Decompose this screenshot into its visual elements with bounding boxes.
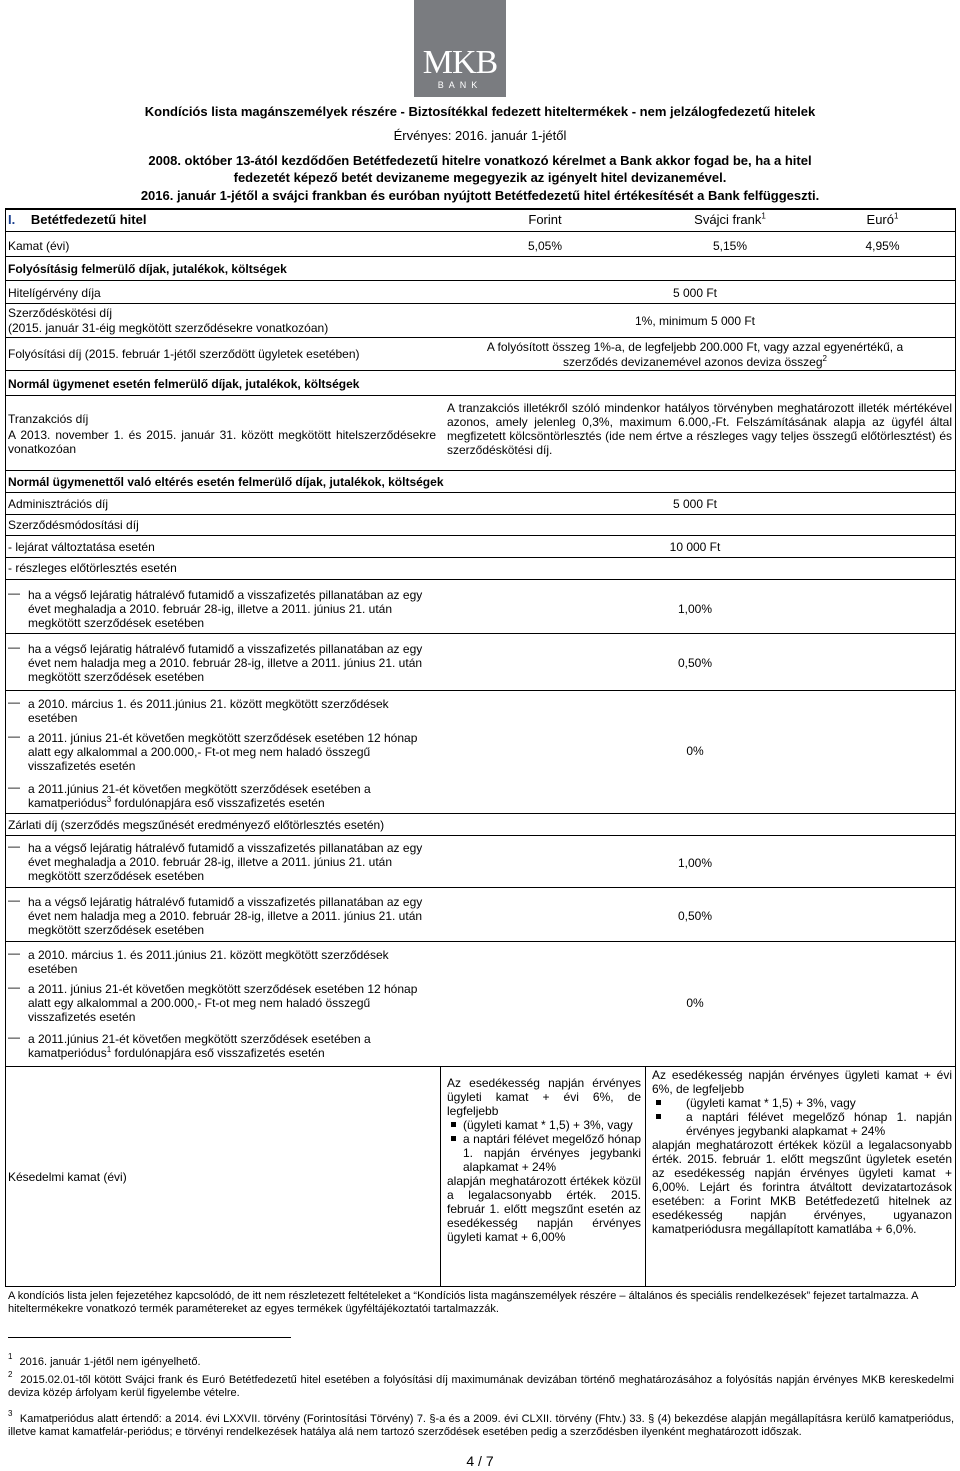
- list-dash: —: [8, 839, 20, 853]
- interest-chf: 5,15%: [712, 239, 748, 253]
- prepay-row-1-text: ha a végső lejáratig hátralévő futamidő a visszafizetés pillanatában az egy évet meghaladja a 2010. február 28-ig, illetve a 2011. június 21. után megkötött szerződések esetében: [28, 588, 423, 630]
- footnote-2-text: 2015.02.01-től kötött Svájci frank és Euró Betétfedezetű hitel esetében a folyósítási díj maximumának devizában történő meghatározásához a folyósítás napján érvényes MKB kereskedelmi deviza közép árfolyam kerül figyelembe vételre.: [8, 1374, 955, 1399]
- note-2016: 2016. január 1-jétől a svájci frankban és euróban nyújtott Betétfedezetű hitel értékesítését a Bank felfüggeszti.: [140, 188, 820, 203]
- closing-row-1-text: ha a végső lejáratig hátralévő futamidő a visszafizetés pillanatában az egy évet meghaladja a 2010. február 28-ig, illetve a 2011. június 21. után megkötött szerződések esetében: [28, 841, 423, 883]
- disbursement-fee-line1: A folyósított összeg 1%-a, de legfeljebb 200.000 Ft, vagy azzal egyenértékű, a: [486, 340, 904, 354]
- contract-fee-label: Szerződéskötési díj: [8, 306, 113, 320]
- section-normal-fees: Normál ügymenet esetén felmerülő díjak, jutalékok, költségek: [8, 377, 360, 391]
- closing-row-1-value: 1,00%: [677, 856, 713, 870]
- row-divider: [5, 514, 955, 515]
- interest-huf: 5,05%: [527, 239, 563, 253]
- row-divider: [5, 941, 955, 942]
- row-divider: [5, 633, 955, 634]
- closing-row-5-part1: a 2011.június 21-ét követően megkötött szerződések esetében a: [28, 1032, 371, 1046]
- prepay-row-5-part1: a 2011.június 21-ét követően megkötött szerződések esetében a: [28, 782, 371, 796]
- closing-row-5-part3: fordulónapjára eső visszafizetés esetén: [114, 1046, 325, 1060]
- footnote-1-text: 2016. január 1-jétől nem igényelhető.: [19, 1356, 201, 1368]
- prepay-row-5-part3: fordulónapjára eső visszafizetés esetén: [114, 796, 325, 810]
- late-fx-bullet-1: (ügyleti kamat * 1,5) + 3%, vagy: [652, 1096, 952, 1110]
- logo-bank-text: BANK: [437, 80, 483, 90]
- late-fx-bullet-2: a naptári félévet megelőző hónap 1. napján érvényes jegybanki alapkamat + 24%: [652, 1110, 952, 1138]
- note-2008-line2: fedezetét képező betét devizaneme megegyezik az igényelt hitel devizanemével.: [233, 170, 727, 185]
- row-divider: [5, 535, 955, 536]
- row-divider: [5, 835, 955, 836]
- term-change-fee: 10 000 Ft: [669, 540, 721, 554]
- col-header-forint: Forint: [528, 212, 562, 227]
- section-title: Betétfedezetű hitel: [30, 212, 147, 227]
- late-huf-outro: alapján meghatározott értékek közül a legalacsonyabb érték. 2015. február 1. előtt megszűnt esetén az esedékesség napján érvényes ügyleti kamat + 6,00%: [447, 1174, 641, 1244]
- section-heading: [8, 212, 146, 228]
- list-dash: —: [8, 1030, 20, 1044]
- contract-fee-sublabel: (2015. január 31-éig megkötött szerződésekre vonatkozóan): [8, 321, 329, 335]
- validity-date: Érvényes: 2016. január 1-jétől: [393, 128, 567, 143]
- footnote-ref-1: 1: [106, 1045, 112, 1054]
- list-dash: —: [8, 729, 20, 743]
- table-bottom-border: [5, 1286, 955, 1287]
- col-header-eur-label: Euró: [866, 212, 894, 227]
- prepay-row-5-text: [28, 782, 438, 810]
- table-top-border: [5, 208, 955, 210]
- col-header-chf: [650, 212, 810, 228]
- logo-mark: MKB: [422, 44, 498, 81]
- closing-row-3-text: a 2010. március 1. és 2011.június 21. között megkötött szerződések esetében: [28, 948, 389, 976]
- admin-fee-value: 5 000 Ft: [672, 497, 718, 511]
- transaction-fee-label: Tranzakciós díj: [8, 412, 89, 426]
- application-fee-label: Hitelígérvény díja: [8, 286, 101, 300]
- section-fees-until-disbursement: Folyósításig felmerülő díjak, jutalékok, költségek: [8, 262, 287, 276]
- prepay-row-4-text: a 2011. június 21-ét követően megkötött szerződések esetében 12 hónap alatt egy alkalommal a 200.000,- Ft-ot meg nem haladó összegű visszafizetés esetén: [28, 731, 418, 773]
- prepay-row-2-text: ha a végső lejáratig hátralévő futamidő a visszafizetés pillanatában az egy évet nem haladja meg a 2010. február 28-ig, illetve a 2011. június 21. után megkötött szerződések esetében: [28, 642, 423, 684]
- section-deviation-fees: Normál ügymenettől való eltérés esetén felmerülő díjak, jutalékok, költségek: [8, 475, 444, 489]
- transaction-fee-sublabel: A 2013. november 1. és 2015. január 31. között megkötött hitelszerződésekre vonatkozóan: [8, 428, 436, 456]
- admin-fee-label: Adminisztrációs díj: [8, 497, 109, 511]
- page-number: 4 / 7: [466, 1453, 494, 1469]
- footnote-separator: [8, 1337, 291, 1338]
- footnote-1-num: 1: [8, 1352, 13, 1361]
- disbursement-fee-line2-text: szerződés devizanemével azonos deviza összeg: [563, 355, 823, 369]
- interest-label: Kamat (évi): [8, 239, 70, 253]
- late-fx-intro: Az esedékesség napján érvényes ügyleti kamat + évi 6%, de legfeljebb: [652, 1068, 952, 1096]
- section-number: I.: [8, 212, 16, 227]
- row-divider: [5, 337, 955, 338]
- list-dash: —: [8, 946, 20, 960]
- row-divider: [5, 557, 955, 558]
- footnote-3-text: Kamatperiódus alatt értendő: a 2014. évi LXXVII. törvény (Forintosítási Törvény) 7. §-a és a 2009. évi CLXII. törvény (Fhtv.) 33. § (4) bekezdése alapján megállapításra kerülő kamatperiódus, illetve kamat kamatfelár-periódus; e törvényi rendelkezések hatálya alá nem tartozó szerződések esetében pedig a szerződésben ilyenként meghatározott időszak.: [8, 1413, 955, 1438]
- late-interest-huf: [447, 1076, 641, 1244]
- late-huf-bullet-2: a naptári félévet megelőző hónap 1. napján érvényes jegybanki alapkamat + 24%: [447, 1132, 641, 1174]
- late-interest-fx: [652, 1068, 952, 1236]
- closing-fee-label: Zárlati díj (szerződés megszűnését eredményező előtörlesztés esetén): [8, 818, 385, 832]
- row-divider: [5, 470, 955, 471]
- footnote-2-num: 2: [8, 1370, 13, 1379]
- list-dash: —: [8, 695, 20, 709]
- col-header-chf-label: Svájci frank: [694, 212, 762, 227]
- row-divider: [5, 887, 955, 888]
- row-divider: [5, 256, 955, 257]
- footer-note: A kondíciós lista jelen fejezetéhez kapcsolódó, de itt nem részletezett feltételeket a “Kondíciós lista magánszemélyek részére – általános és speciális rendelkezések” fejezet tartalmazza. A hiteltermékekre vonatkozó termék paramétereket az egyes termékek ügyféltájékoztatói tartalmazzák.: [8, 1290, 918, 1315]
- footnote-ref-3: 3: [106, 795, 112, 804]
- list-dash: —: [8, 893, 20, 907]
- row-divider: [5, 280, 955, 281]
- partial-prepay-label: - részleges előtörlesztés esetén: [8, 561, 177, 575]
- row-divider: [5, 813, 955, 814]
- footnote-2: [8, 1368, 954, 1400]
- late-fx-outro: alapján meghatározott értékek közül a legalacsonyabb érték. 2015. február 1. előtt megszűnt ügyletek esetén az esedékesség napján érvényes ügyleti kamat + 6,00%. Lejárt és forintra átváltott devizatartozások esetében: a Forint MKB Betétfedezetű hitelnek az esedékesség napján érvényes, ugyanazon kamatperiódusra megállapított kamatlába + 6,0%.: [652, 1138, 952, 1236]
- prepay-row-1-value: 1,00%: [677, 602, 713, 616]
- footnote-ref-2: 2: [822, 354, 827, 363]
- closing-row-4-text: a 2011. június 21-ét követően megkötött szerződések esetében 12 hónap alatt egy alkalommal a 200.000,- Ft-ot meg nem haladó összegű visszafizetés esetén: [28, 982, 418, 1024]
- late-huf-intro: Az esedékesség napján érvényes ügyleti kamat + évi 6%, de legfeljebb: [447, 1076, 641, 1118]
- late-huf-bullet-1: (ügyleti kamat * 1,5) + 3%, vagy: [447, 1118, 641, 1132]
- row-divider: [5, 370, 955, 371]
- term-change-label: - lejárat változtatása esetén: [8, 540, 155, 554]
- footnote-ref-1: 1: [761, 211, 766, 221]
- document-title: Kondíciós lista magánszemélyek részére - Biztosítékkal fedezett hiteltermékek - nem jelzálogfedezetű hitelek: [144, 104, 816, 119]
- closing-row-5-text: [28, 1032, 438, 1060]
- closing-row-2-value: 0,50%: [677, 909, 713, 923]
- contract-fee-value: 1%, minimum 5 000 Ft: [634, 314, 756, 328]
- closing-row-5-part2: kamatperiódus: [28, 1046, 107, 1060]
- mkb-bank-logo: [414, 0, 506, 97]
- row-divider: [5, 303, 955, 304]
- footnote-1: [8, 1350, 954, 1369]
- modification-fee-label: Szerződésmódosítási díj: [8, 518, 139, 532]
- prepay-row-5-part2: kamatperiódus: [28, 796, 107, 810]
- row-divider: [5, 492, 955, 493]
- prepay-rows-3-5-value: 0%: [686, 744, 704, 758]
- row-divider: [5, 1066, 955, 1067]
- late-interest-label: Késedelmi kamat (évi): [8, 1170, 127, 1184]
- footnote-ref-1: 1: [894, 211, 899, 221]
- list-dash: —: [8, 780, 20, 794]
- col-divider: [645, 1066, 646, 1286]
- col-header-eur: [810, 212, 955, 228]
- closing-row-2-text: ha a végső lejáratig hátralévő futamidő a visszafizetés pillanatában az egy évet nem haladja meg a 2010. február 28-ig, illetve a 2011. június 21. után megkötött szerződések esetében: [28, 895, 423, 937]
- disbursement-fee-line2: [440, 355, 950, 369]
- closing-rows-3-5-value: 0%: [686, 996, 704, 1010]
- footnote-3-num: 3: [8, 1409, 13, 1418]
- footnote-3: [8, 1407, 954, 1439]
- note-2008-line1: 2008. október 13-ától kezdődően Betétfedezetű hitelre vonatkozó kérelmet a Bank akkor fogad be, ha a hitel: [148, 153, 812, 168]
- row-divider: [5, 690, 955, 691]
- prepay-row-2-value: 0,50%: [677, 656, 713, 670]
- list-dash: —: [8, 640, 20, 654]
- list-dash: —: [8, 586, 20, 600]
- table-right-border: [955, 208, 956, 1286]
- prepay-row-3-text: a 2010. március 1. és 2011.június 21. között megkötött szerződések esetében: [28, 697, 389, 725]
- disbursement-fee-label: Folyósítási díj (2015. február 1-jétől szerződött ügyletek esetében): [8, 347, 360, 361]
- transaction-fee-text: A tranzakciós illetékről szóló mindenkor hatályos törvényben meghatározott illeték mértékével azonos, amely jelenleg 0,3%, maximum 6.000,-Ft. Felszámításának alapja az ügyfél által megfizetett kölcsöntörlesztés (ide nem értve a részleges vagy teljes összegű előtörlesztést) és szerződéskötési díj.: [447, 401, 952, 457]
- interest-eur: 4,95%: [865, 239, 900, 253]
- row-divider: [5, 579, 955, 580]
- list-dash: —: [8, 980, 20, 994]
- col-divider: [440, 1066, 441, 1286]
- row-divider: [5, 231, 955, 232]
- application-fee-value: 5 000 Ft: [672, 286, 718, 300]
- row-divider: [5, 395, 955, 396]
